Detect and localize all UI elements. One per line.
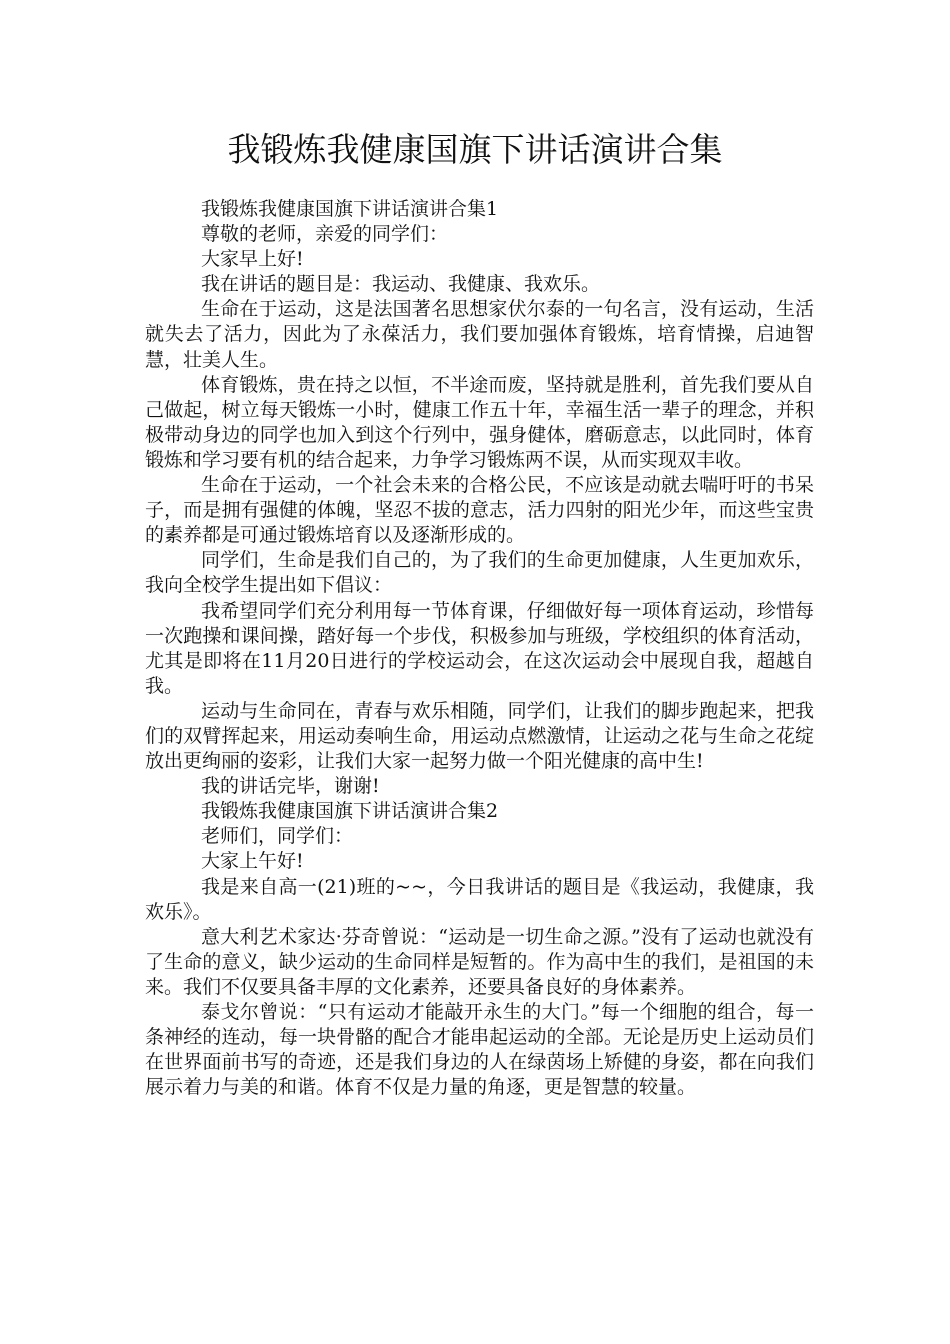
- document-title: 我锻炼我健康国旗下讲话演讲合集: [227, 130, 723, 169]
- paragraph: 我锻炼我健康国旗下讲话演讲合集2: [201, 800, 499, 823]
- paragraph: 体育锻炼，贵在持之以恒，不半途而废，坚持就是胜利，首先我们要从自己做起，树立每天锻炼一小时，健康工作五十年，幸福生活一辈子的理念，并积极带动身边的同学也加入到这个行列中，强身健体，磨砺意志，以此同时，体育锻炼和学习要有机的结合起来，力争学习锻炼两不误，从而实现双丰收。: [145, 373, 814, 471]
- paragraph: 大家上午好!: [201, 850, 304, 873]
- paragraph: 我希望同学们充分利用每一节体育课，仔细做好每一项体育运动，珍惜每一次跑操和课间操，踏好每一个步伐，积极参加与班级，学校组织的体育活动，尤其是即将在11月20日进行的学校运动会，在这次运动会中展现自我，超越自我。: [145, 599, 814, 697]
- paragraph: 运动与生命同在，青春与欢乐相随，同学们，让我们的脚步跑起来，把我们的双臂挥起来，用运动奏响生命，用运动点燃激情，让运动之花与生命之花绽放出更绚丽的姿彩，让我们大家一起努力做一个阳光健康的高中生!: [145, 699, 814, 773]
- paragraph: 生命在于运动，这是法国著名思想家伏尔泰的一句名言，没有运动，生活就失去了活力，因此为了永葆活力，我们要加强体育锻炼，培育情操，启迪智慧，壮美人生。: [145, 298, 814, 371]
- paragraph: 老师们，同学们：: [201, 825, 354, 848]
- paragraph: 生命在于运动，一个社会未来的合格公民，不应该是动就去喘吁吁的书呆子，而是拥有强健的体魄，坚忍不拔的意志，活力四射的阳光少年，而这些宝贵的素养都是可通过锻炼培育以及逐渐形成的。: [145, 474, 814, 547]
- paragraph: 我的讲话完毕，谢谢!: [201, 775, 380, 798]
- document-body: [145, 197, 814, 1100]
- paragraph: 意大利艺术家达·芬奇曾说：“运动是一切生命之源。”没有了运动也就没有了生命的意义，缺少运动的生命同样是短暂的。作为高中生的我们，是祖国的未来。我们不仅要具备丰厚的文化素养，还要具备良好的身体素养。: [145, 925, 814, 998]
- paragraph: 大家早上好!: [201, 248, 304, 271]
- paragraph: 我锻炼我健康国旗下讲话演讲合集1: [201, 198, 499, 220]
- paragraph: 尊敬的老师，亲爱的同学们：: [201, 223, 449, 246]
- paragraph: 我在讲话的题目是：我运动、我健康、我欢乐。: [201, 273, 601, 296]
- paragraph: 同学们，生命是我们自己的，为了我们的生命更加健康，人生更加欢乐，我向全校学生提出如下倡议：: [145, 549, 814, 597]
- paragraph: 泰戈尔曾说：“只有运动才能敲开永生的大门。”每一个细胞的组合，每一条神经的连动，每一块骨骼的配合才能串起运动的全部。无论是历史上运动员们在世界面前书写的奇迹，还是我们身边的人在绿茵场上矫健的身姿，都在向我们展示着力与美的和谐。体育不仅是力量的角逐，更是智慧的较量。: [145, 1001, 814, 1099]
- paragraph: 我是来自高一(21)班的~~，今日我讲话的题目是《我运动，我健康，我欢乐》。: [145, 875, 814, 923]
